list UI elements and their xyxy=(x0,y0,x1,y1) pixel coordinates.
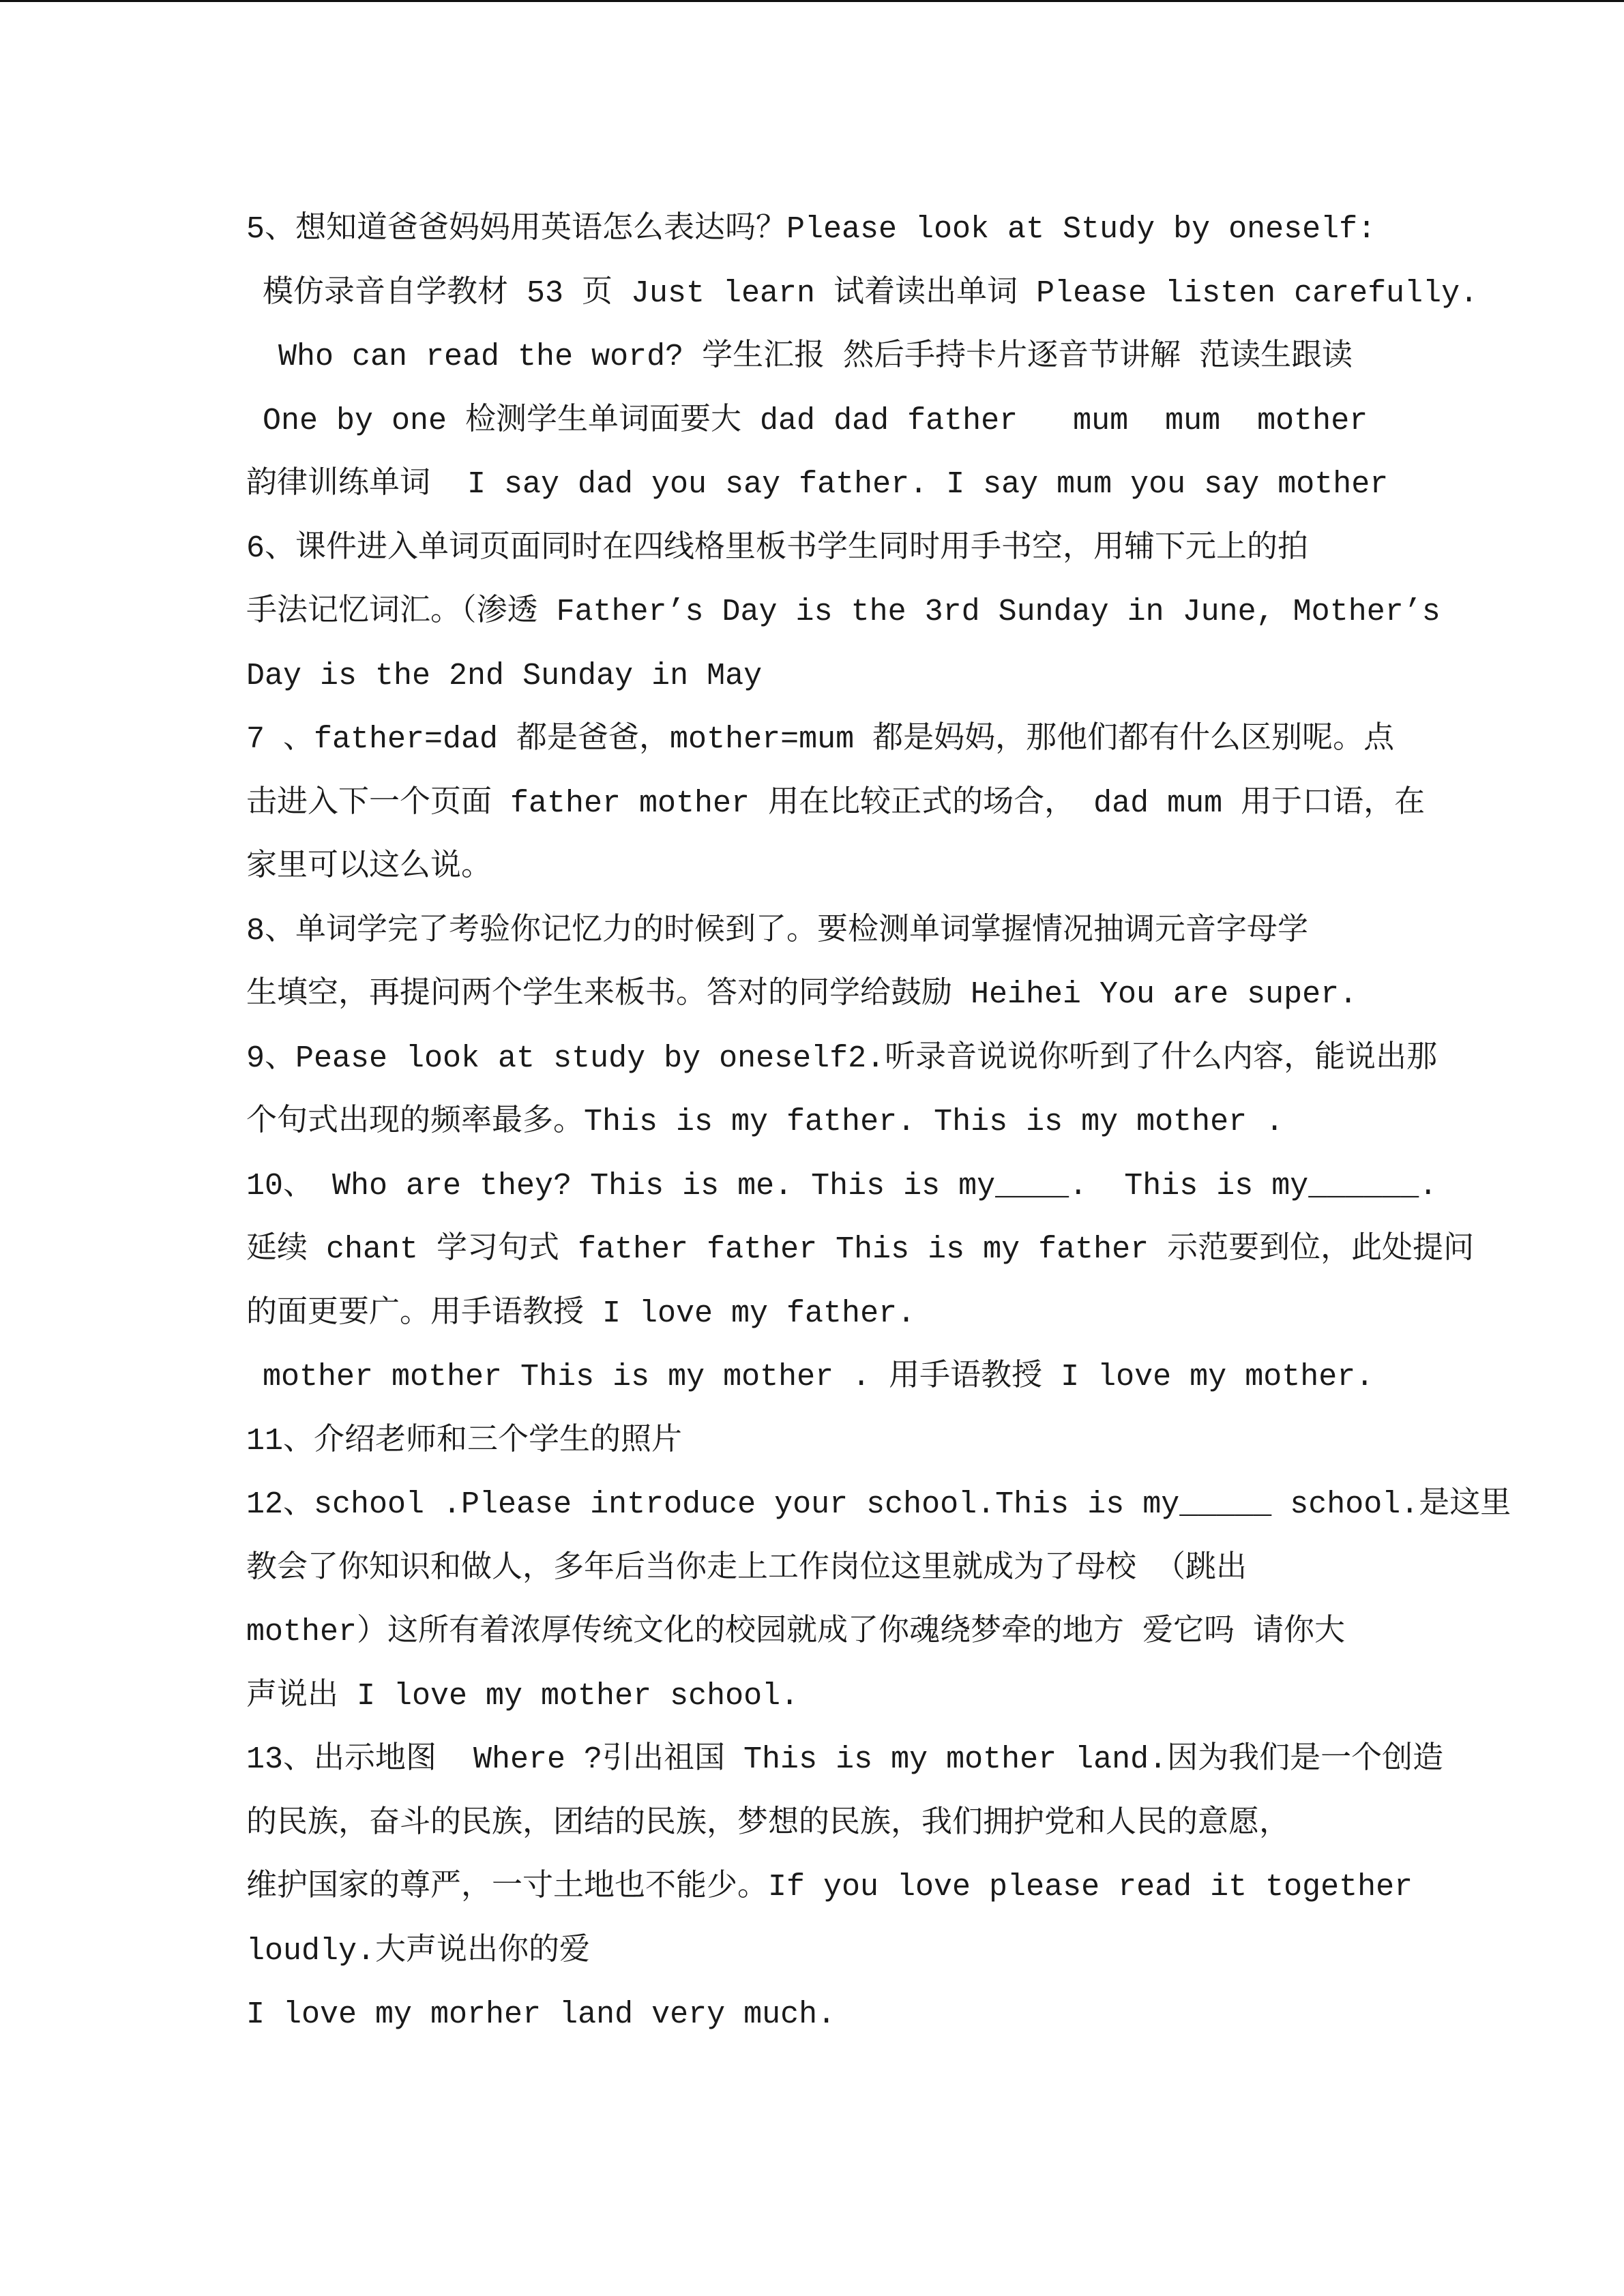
text-line: Day is the 2nd Sunday in May xyxy=(246,658,763,694)
text-line: 7 、father=dad 都是爸爸，mother=mum 都是妈妈，那他们都有什么区别呢。点 xyxy=(246,722,1395,757)
text-line: I love my morher land very much. xyxy=(246,1997,836,2032)
text-line: 生填空，再提问两个学生来板书。答对的同学给鼓励 Heihei You are super. xyxy=(246,977,1358,1012)
text-line: 11、介绍老师和三个学生的照片 xyxy=(246,1423,683,1459)
text-line: 维护国家的尊严，一寸土地也不能少。If you love please read it together xyxy=(246,1870,1413,1905)
text-line: 教会了你知识和做人，多年后当你走上工作岗位这里就成为了母校 （跳出 xyxy=(246,1551,1247,1586)
text-line: 韵律训练单词 I say dad you say father. I say mum you say mother xyxy=(246,467,1389,502)
text-line: 延续 chant 学习句式 father father This is my father 示范要到位，此处提问 xyxy=(246,1232,1475,1267)
page-top-border xyxy=(0,0,1624,2)
text-line: 9、Pease look at study by oneself2.听录音说说你听到了什么内容，能说出那 xyxy=(246,1041,1438,1076)
text-line: 6、课件进入单词页面同时在四线格里板书学生同时用手书空，用辅下元上的拍 xyxy=(246,531,1309,566)
text-line: Who can read the word? 学生汇报 然后手持卡片逐音节讲解 范读生跟读 xyxy=(278,340,1353,374)
text-line: 5、想知道爸爸妈妈用英语怎么表达吗？Please look at Study by oneself: xyxy=(246,212,1376,247)
text-line: One by one 检测学生单词面要大 dad dad father mum mum mother xyxy=(263,403,1368,438)
text-line: 8、单词学完了考验你记忆力的时候到了。要检测单词掌握情况抽调元音字母学 xyxy=(246,913,1309,949)
text-line: 击进入下一个页面 father mother 用在比较正式的场合， dad mum 用于口语，在 xyxy=(246,786,1426,821)
text-line: 家里可以这么说。 xyxy=(246,850,492,884)
text-line: mother mother This is my mother . 用手语教授 I love my mother. xyxy=(263,1360,1374,1395)
text-line: 模仿录音自学教材 53 页 Just learn 试着读出单词 Please listen carefully. xyxy=(263,275,1479,311)
text-line: 声说出 I love my mother school. xyxy=(246,1678,799,1714)
text-line: loudly.大声说出你的爱 xyxy=(246,1933,591,1969)
document-body xyxy=(246,198,1542,2047)
text-line: mother）这所有着浓厚传统文化的校园就成了你魂绕梦牵的地方 爱它吗 请你大 xyxy=(246,1615,1346,1650)
text-line: 手法记忆词汇。（渗透 Father’s Day is the 3rd Sunday in June, Mother’s xyxy=(246,595,1441,629)
text-line: 个句式出现的频率最多。This is my father. This is my mother . xyxy=(246,1105,1284,1139)
text-line: 13、出示地图 Where ?引出祖国 This is my mother land.因为我们是一个创造 xyxy=(246,1742,1444,1777)
text-line: 10、 Who are they? This is me. This is my____. This is my______. xyxy=(246,1168,1438,1204)
text-line: 的面更要广。用手语教授 I love my father. xyxy=(246,1296,916,1331)
text-line: 12、school .Please introduce your school.This is my_____ school.是这里 xyxy=(246,1487,1511,1522)
text-line: 的民族，奋斗的民族，团结的民族，梦想的民族，我们拥护党和人民的意愿， xyxy=(246,1806,1290,1841)
